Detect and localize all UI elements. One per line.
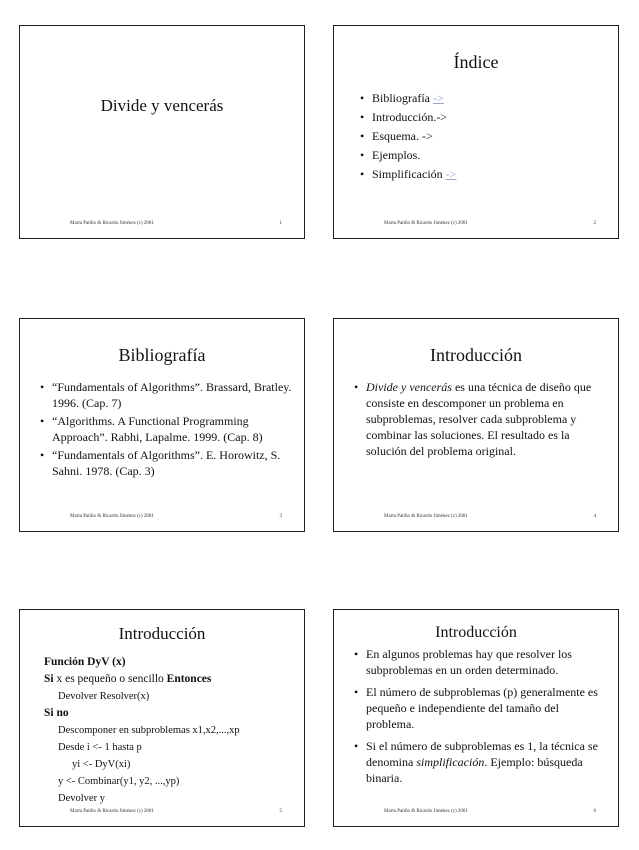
bullet-icon: •	[354, 380, 359, 394]
pseudocode-block	[44, 654, 294, 807]
index-item-bibliografia: • Bibliografía ->	[360, 91, 444, 105]
slide-title: Introducción	[118, 624, 206, 643]
slide-number: 5	[279, 809, 282, 814]
slide-number: 1	[279, 221, 282, 226]
code-line: y <- Combinar(y1, y2, ...,yp)	[58, 776, 180, 787]
code-line: Desde i <- 1 hasta p	[58, 742, 142, 753]
slide-title: Índice	[453, 52, 499, 72]
bullet-icon: •	[360, 167, 365, 181]
slide-2	[333, 25, 619, 239]
code-line: Descomponer en subproblemas x1,x2,...,xp	[58, 725, 240, 736]
simplificacion-link[interactable]: ->	[445, 167, 457, 181]
slide-footer: Marta Patiño & Ricardo Jiménez (c) 2001	[384, 514, 468, 519]
slide-title: Bibliografía	[118, 345, 206, 365]
code-line: Devolver y	[58, 793, 105, 804]
slide-title: Introducción	[435, 624, 517, 641]
slide-number: 4	[593, 514, 596, 519]
slide-footer: Marta Patiño & Ricardo Jiménez (c) 2001	[384, 221, 468, 226]
slide-1	[19, 25, 305, 239]
intro-item: • Si el número de subproblemas es 1, la técnica se denomina simplificación. Ejemplo: búsqueda binaria.	[354, 739, 598, 785]
bibliografia-link[interactable]: ->	[432, 91, 444, 105]
slide-title: Divide y vencerás	[100, 96, 224, 115]
slide-footer: Marta Patiño & Ricardo Jiménez (c) 2001	[70, 221, 154, 226]
code-line: yi <- DyV(xi)	[72, 759, 131, 770]
bullet-icon: •	[360, 110, 365, 124]
index-item-esquema: • Esquema. ->	[360, 129, 433, 143]
intro-item: • Divide y vencerás es una técnica de diseño que consiste en descomponer un problema en subproblemas, resolver cada subproblema y combinar las soluciones. El resultado es la solución del problema original.	[354, 380, 592, 458]
slide-footer: Marta Patiño & Ricardo Jiménez (c) 2001	[70, 514, 154, 519]
slide-number: 6	[593, 809, 596, 814]
bullet-icon: •	[354, 685, 359, 699]
slide-6	[333, 609, 619, 827]
reference-item: • “Algorithms. A Functional Programming Approach”. Rabhi, Lapalme. 1999. (Cap. 8)	[40, 414, 263, 444]
intro-list	[352, 379, 607, 461]
code-line: Función DyV (x)	[44, 656, 126, 668]
intro-item: • El número de subproblemas (p) generalmente es pequeño e independiente del tamaño del problema.	[354, 685, 598, 731]
slide-5	[19, 609, 305, 827]
slide-number: 2	[593, 221, 596, 226]
slide-title: Introducción	[430, 345, 522, 365]
slide-4	[333, 318, 619, 532]
index-item-simplificacion: • Simplificación ->	[360, 167, 457, 181]
slide-3	[19, 318, 305, 532]
code-line: Si no	[44, 707, 69, 719]
intro-list	[352, 646, 610, 792]
bibliography-list	[38, 379, 293, 481]
code-line: Si x es pequeño o sencillo Entonces	[44, 673, 212, 685]
bullet-icon: •	[354, 647, 359, 661]
bullet-icon: •	[40, 380, 45, 394]
bullet-icon: •	[360, 148, 365, 162]
slide-number: 3	[279, 514, 282, 519]
index-item-ejemplos: • Ejemplos.	[360, 148, 421, 162]
reference-item: • “Fundamentals of Algorithms”. E. Horowitz, S. Sahni. 1978. (Cap. 3)	[40, 448, 281, 478]
bullet-icon: •	[360, 129, 365, 143]
index-item-introduccion: • Introducción.->	[360, 110, 448, 124]
index-list	[358, 90, 456, 185]
slide-footer: Marta Patiño & Ricardo Jiménez (c) 2001	[70, 809, 154, 814]
intro-item: • En algunos problemas hay que resolver los subproblemas en un orden determinado.	[354, 647, 572, 677]
bullet-icon: •	[40, 414, 45, 428]
code-line: Devolver Resolver(x)	[58, 691, 150, 702]
slide-footer: Marta Patiño & Ricardo Jiménez (c) 2001	[384, 809, 468, 814]
bullet-icon: •	[40, 448, 45, 462]
bullet-icon: •	[354, 739, 359, 753]
reference-item: • “Fundamentals of Algorithms”. Brassard, Bratley. 1996. (Cap. 7)	[40, 380, 292, 410]
bullet-icon: •	[360, 91, 365, 105]
